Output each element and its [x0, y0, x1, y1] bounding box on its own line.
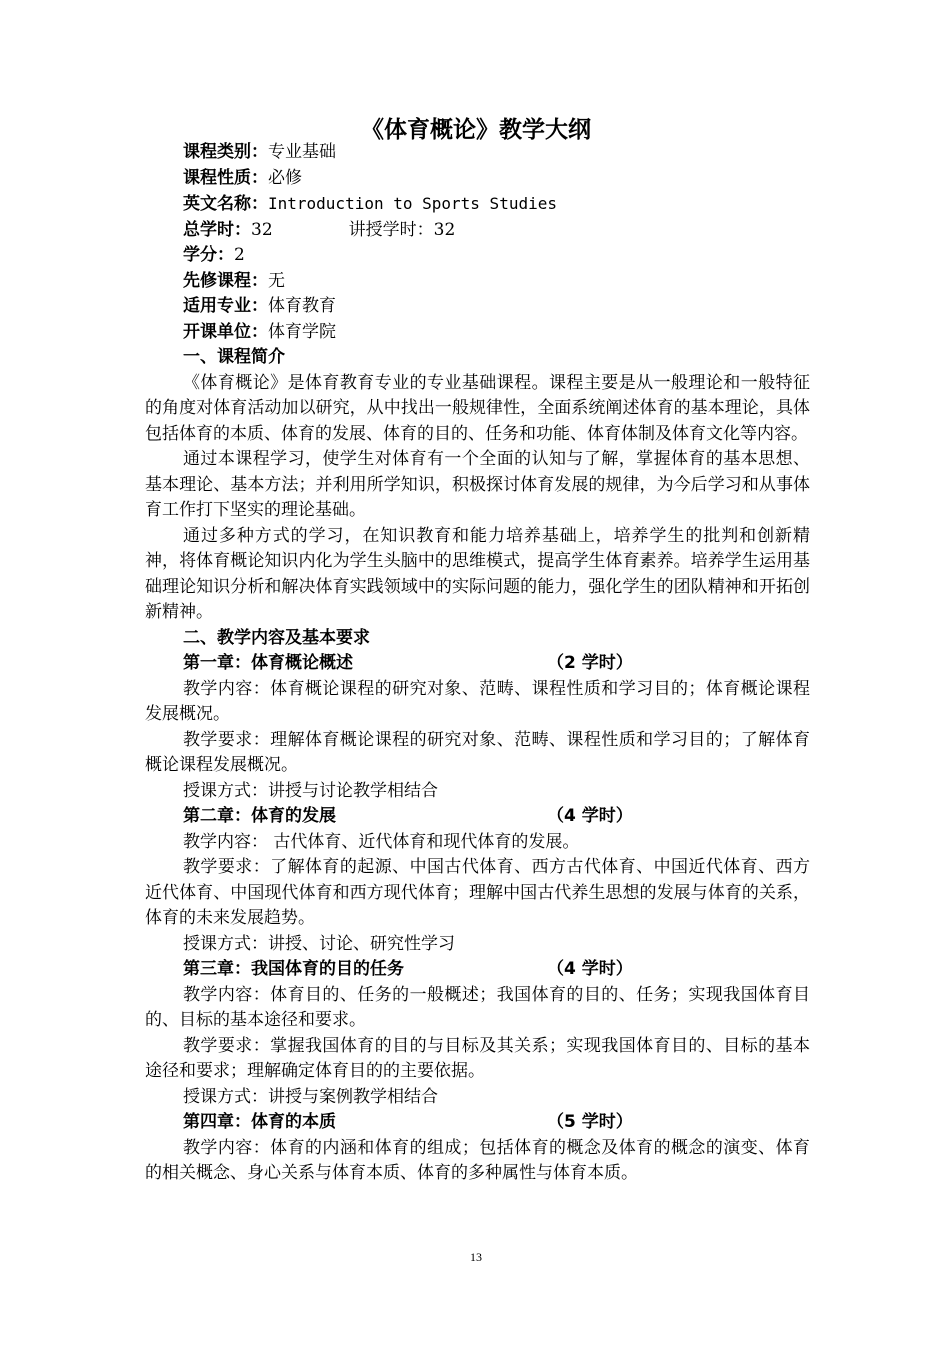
chapter-heading — [145, 957, 810, 983]
chapter-heading — [145, 1110, 810, 1136]
chapter-hours: （4 学时） — [547, 959, 633, 979]
chapter-requirement: 教学要求：了解体育的起源、中国古代体育、西方古代体育、中国近代体育、西方近代体育、中国现代体育和西方现代体育；理解中国古代养生思想的发展与体育的关系，体育的未来发展趋势。 — [145, 857, 810, 928]
document-body — [145, 140, 810, 1187]
intro-paragraph: 通过本课程学习，使学生对体育有一个全面的认知与了解，掌握体育的基本思想、基本理论、基本方法；并利用所学知识，积极探讨体育发展的规律，为今后学习和从事体育工作打下坚实的理论基础。 — [145, 449, 810, 520]
chapter-content: 教学内容：体育目的、任务的一般概述；我国体育的目的、任务；实现我国体育目的、目标的基本途径和要求。 — [145, 984, 810, 1030]
course-credit: 学分：2 — [183, 245, 245, 265]
chapter-heading — [145, 651, 810, 677]
course-hours: 总学时：32 讲授学时：32 — [183, 219, 456, 240]
chapter-method: 授课方式：讲授与讨论教学相结合 — [183, 780, 438, 801]
chapter-heading — [145, 804, 810, 830]
chapter-hours: （2 学时） — [547, 653, 633, 673]
intro-paragraph: 通过多种方式的学习，在知识教育和能力培养基础上，培养学生的批判和创新精神，将体育概论知识内化为学生头脑中的思维模式，提高学生体育素养。培养学生运用基础理论知识分析和解决体育实践领域中的实际问题的能力，强化学生的团队精神和开拓创新精神。 — [145, 525, 810, 622]
chapter-requirement: 教学要求：理解体育概论课程的研究对象、范畴、课程性质和学习目的；了解体育概论课程发展概况。 — [145, 729, 810, 775]
chapter-method: 授课方式：讲授与案例教学相结合 — [183, 1086, 438, 1107]
chapter-title: 第二章：体育的发展 — [183, 806, 336, 826]
section-heading-intro: 一、课程简介 — [183, 347, 285, 367]
page-number: 13 — [470, 1250, 482, 1264]
course-nature: 课程性质：必修 — [183, 167, 302, 188]
chapter-requirement: 教学要求：掌握我国体育的目的与目标及其关系；实现我国体育目的、目标的基本途径和要求；理解确定体育目的的主要依据。 — [145, 1035, 810, 1081]
chapter-content: 教学内容：体育的内涵和体育的组成；包括体育的概念及体育的概念的演变、体育的相关概念、身心关系与体育本质、体育的多种属性与体育本质。 — [145, 1137, 810, 1183]
chapter-title: 第一章：体育概论概述 — [183, 653, 353, 673]
intro-paragraph: 《体育概论》是体育教育专业的专业基础课程。课程主要是从一般理论和一般特征的角度对体育活动加以研究，从中找出一般规律性，全面系统阐述体育的基本理论，具体包括体育的本质、体育的发展、体育的目的、任务和功能、体育体制及体育文化等内容。 — [145, 372, 810, 444]
section-heading-content: 二、教学内容及基本要求 — [183, 627, 370, 648]
chapter-hours: （4 学时） — [547, 806, 633, 826]
chapter-content: 教学内容：体育概论课程的研究对象、范畴、课程性质和学习目的；体育概论课程发展概况。 — [145, 678, 810, 724]
chapter-method: 授课方式：讲授、讨论、研究性学习 — [183, 933, 455, 954]
chapter-content: 教学内容： 古代体育、近代体育和现代体育的发展。 — [183, 831, 580, 852]
applicable-major: 适用专业：体育教育 — [183, 296, 336, 316]
chapter-title: 第三章：我国体育的目的任务 — [183, 959, 404, 979]
english-name: 英文名称：Introduction to Sports Studies — [183, 194, 557, 214]
chapter-title: 第四章：体育的本质 — [183, 1112, 336, 1132]
course-category: 课程类别：专业基础 — [183, 142, 336, 162]
chapter-hours: （5 学时） — [547, 1112, 633, 1132]
offering-unit: 开课单位：体育学院 — [183, 321, 336, 342]
prerequisite-course: 先修课程：无 — [183, 270, 285, 291]
document-title: 《体育概论》教学大纲 — [361, 117, 591, 143]
